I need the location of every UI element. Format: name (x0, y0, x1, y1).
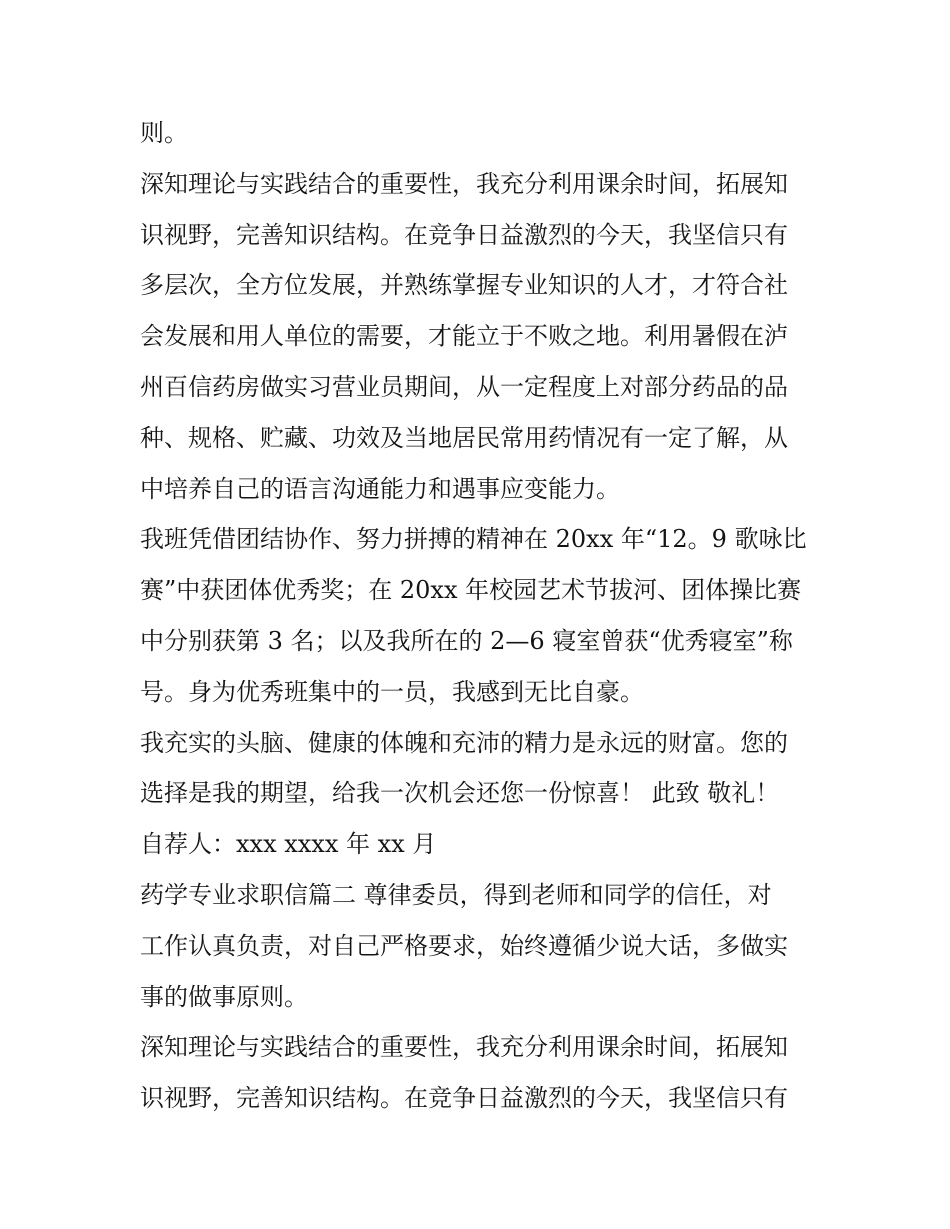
text-line: 识视野，完善知识结构。在竞争日益激烈的今天，我坚信只有 (140, 220, 788, 249)
text-line: 深知理论与实践结合的重要性，我充分利用课余时间，拓展知 (140, 1033, 788, 1062)
text-line: 种、规格、贮藏、功效及当地居民常用药情况有一定了解，从 (140, 423, 788, 452)
paragraph-theory-practice-repeat (140, 1022, 820, 1124)
text-line: 州百信药房做实习营业员期间，从一定程度上对部分药品的品 (140, 372, 788, 401)
text-line: 深知理论与实践结合的重要性，我充分利用课余时间，拓展知 (140, 169, 788, 198)
paragraph-letter-two-intro (140, 870, 820, 1022)
text-line: 则。 (140, 119, 188, 147)
text-line: 药学专业求职信篇二 尊律委员，得到老师和同学的信任，对 (140, 880, 772, 909)
paragraph-closing-remarks (140, 718, 820, 820)
text-line: 赛”中获团体优秀奖；在 20xx 年校园艺术节拔河、团体操比赛 (140, 576, 802, 605)
text-line: 会发展和用人单位的需要，才能立于不败之地。利用暑假在泸 (140, 322, 788, 351)
text-line: 选择是我的期望，给我一次机会还您一份惊喜！ 此致 敬礼！ (140, 779, 780, 808)
text-line: 多层次，全方位发展，并熟练掌握专业知识的人才，才符合社 (140, 271, 788, 300)
text-line: 中分别获第 3 名；以及我所在的 2—6 寝室曾获“优秀寝室”称 (140, 626, 793, 655)
paragraph-signature (140, 819, 820, 870)
document-body (140, 108, 820, 1124)
paragraph-class-awards (140, 514, 820, 717)
text-line: 事的做事原则。 (140, 982, 308, 1011)
text-line: 识视野，完善知识结构。在竞争日益激烈的今天，我坚信只有 (140, 1084, 788, 1113)
paragraph-theory-practice (140, 159, 820, 515)
text-line: 我充实的头脑、健康的体魄和充沛的精力是永远的财富。您的 (140, 728, 788, 757)
text-line: 我班凭借团结协作、努力拼搏的精神在 20xx 年“12。9 歌咏比 (140, 525, 807, 554)
paragraph-closing-fragment (140, 108, 820, 159)
text-line: 号。身为优秀班集中的一员，我感到无比自豪。 (140, 677, 644, 706)
signature-line: 自荐人：xxx xxxx 年 xx 月 (140, 830, 437, 859)
text-line: 工作认真负责，对自己严格要求，始终遵循少说大话，多做实 (140, 931, 788, 960)
text-line: 中培养自己的语言沟通能力和遇事应变能力。 (140, 474, 620, 503)
